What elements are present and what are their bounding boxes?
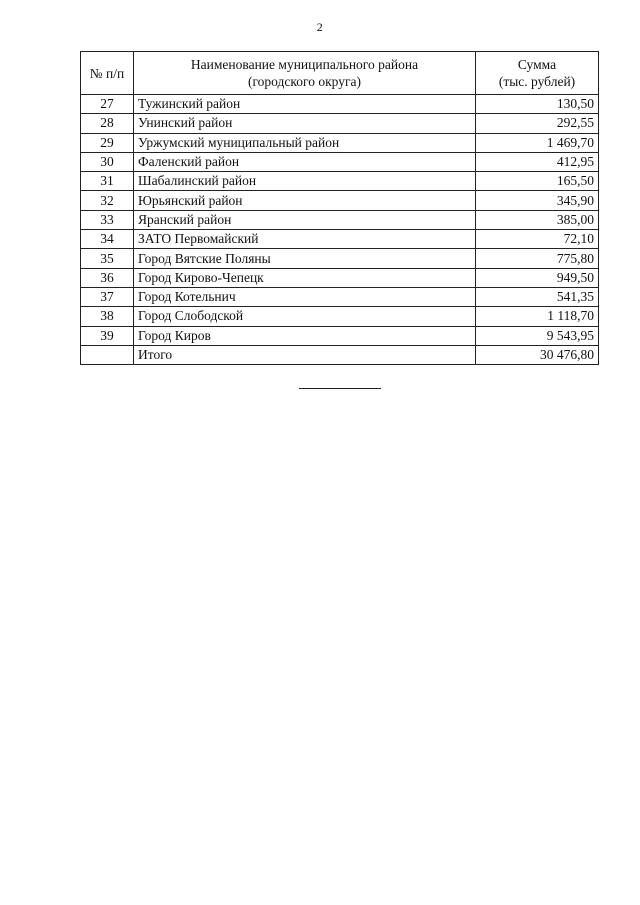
table-total-row bbox=[81, 345, 599, 364]
row-sum: 1 469,70 bbox=[476, 133, 599, 152]
row-district-name: Уржумский муниципальный район bbox=[134, 133, 476, 152]
table-row bbox=[81, 230, 599, 249]
row-number: 30 bbox=[81, 152, 134, 171]
table-body bbox=[81, 95, 599, 365]
row-district-name: Яранский район bbox=[134, 210, 476, 229]
row-sum: 72,10 bbox=[476, 230, 599, 249]
row-number: 35 bbox=[81, 249, 134, 268]
header-number-label: № п/п bbox=[89, 65, 125, 81]
row-number: 34 bbox=[81, 230, 134, 249]
row-number: 36 bbox=[81, 268, 134, 287]
row-district-name: Юрьянский район bbox=[134, 191, 476, 210]
row-district-name: Тужинский район bbox=[134, 95, 476, 114]
row-sum: 949,50 bbox=[476, 268, 599, 287]
row-district-name: Город Киров bbox=[134, 326, 476, 345]
table-row bbox=[81, 191, 599, 210]
row-number: 38 bbox=[81, 307, 134, 326]
row-district-name: Унинский район bbox=[134, 114, 476, 133]
row-number: 33 bbox=[81, 210, 134, 229]
total-number bbox=[81, 345, 134, 364]
row-district-name: Фаленский район bbox=[134, 152, 476, 171]
row-number: 28 bbox=[81, 114, 134, 133]
table-row bbox=[81, 307, 599, 326]
page-number: 2 bbox=[316, 20, 324, 34]
row-sum: 165,50 bbox=[476, 172, 599, 191]
table-header-row bbox=[81, 52, 599, 95]
table-row bbox=[81, 268, 599, 287]
header-number bbox=[81, 52, 134, 95]
table-row bbox=[81, 249, 599, 268]
row-sum: 345,90 bbox=[476, 191, 599, 210]
row-district-name: Город Кирово-Чепецк bbox=[134, 268, 476, 287]
header-sum bbox=[476, 52, 599, 95]
row-sum: 412,95 bbox=[476, 152, 599, 171]
table-row bbox=[81, 114, 599, 133]
row-number: 27 bbox=[81, 95, 134, 114]
table-row bbox=[81, 133, 599, 152]
row-sum: 130,50 bbox=[476, 95, 599, 114]
row-district-name: Город Слободской bbox=[134, 307, 476, 326]
header-name-line1: Наименование муниципального района bbox=[190, 57, 419, 72]
row-sum: 541,35 bbox=[476, 287, 599, 306]
row-sum: 775,80 bbox=[476, 249, 599, 268]
header-sum-line2: (тыс. рублей) bbox=[498, 74, 576, 89]
end-divider-line bbox=[299, 388, 381, 389]
row-district-name: Город Вятские Поляны bbox=[134, 249, 476, 268]
row-sum: 9 543,95 bbox=[476, 326, 599, 345]
table-row bbox=[81, 210, 599, 229]
row-district-name: Шабалинский район bbox=[134, 172, 476, 191]
total-label: Итого bbox=[134, 345, 476, 364]
row-sum: 385,00 bbox=[476, 210, 599, 229]
header-sum-line1: Сумма bbox=[517, 57, 557, 72]
total-sum: 30 476,80 bbox=[476, 345, 599, 364]
row-number: 39 bbox=[81, 326, 134, 345]
allocation-table bbox=[80, 51, 599, 365]
header-name-line2: (городского округа) bbox=[247, 74, 362, 89]
row-number: 31 bbox=[81, 172, 134, 191]
row-number: 37 bbox=[81, 287, 134, 306]
row-number: 29 bbox=[81, 133, 134, 152]
row-sum: 1 118,70 bbox=[476, 307, 599, 326]
row-sum: 292,55 bbox=[476, 114, 599, 133]
row-district-name: Город Котельнич bbox=[134, 287, 476, 306]
row-number: 32 bbox=[81, 191, 134, 210]
table-row bbox=[81, 95, 599, 114]
header-district-name bbox=[134, 52, 476, 95]
row-district-name: ЗАТО Первомайский bbox=[134, 230, 476, 249]
table-row bbox=[81, 287, 599, 306]
table-row bbox=[81, 326, 599, 345]
table-row bbox=[81, 152, 599, 171]
table-row bbox=[81, 172, 599, 191]
